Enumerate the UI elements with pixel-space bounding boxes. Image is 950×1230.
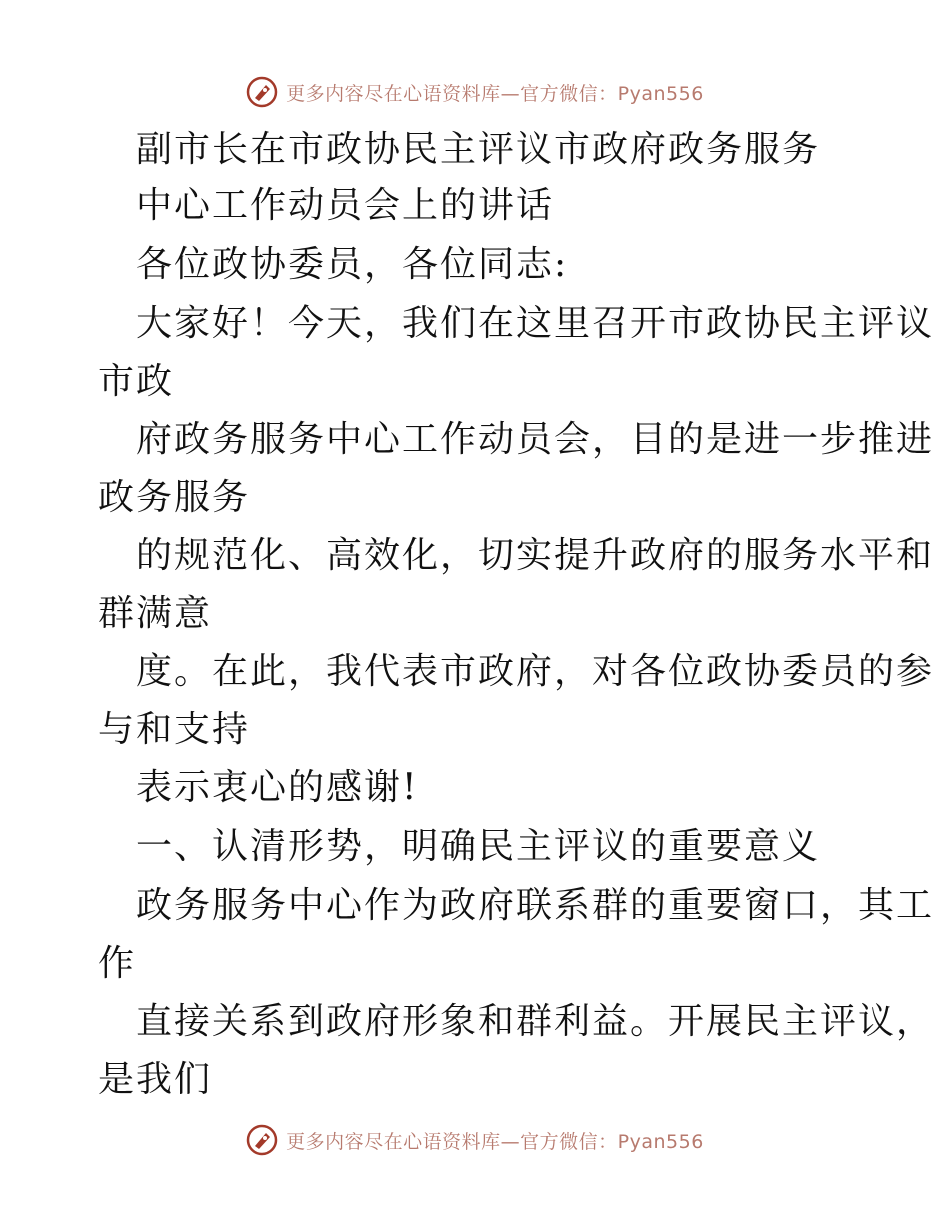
header-banner-text: 更多内容尽在心语资料库—官方微信：Pyan556 <box>286 82 704 105</box>
paragraph-line: 与和支持 <box>98 709 251 750</box>
paragraph-line: 直接关系到政府形象和群利益。开展民主评议， <box>136 1001 935 1042</box>
paragraph-line: 群满意 <box>98 593 213 634</box>
salutation: 各位政协委员，各位同志: <box>136 244 569 285</box>
paragraph-line: 的规范化、高效化，切实提升政府的服务水平和 <box>136 535 935 576</box>
footer-banner-text: 更多内容尽在心语资料库—官方微信：Pyan556 <box>286 1130 704 1153</box>
footer-banner <box>0 1120 950 1160</box>
pen-nib-logo-icon <box>246 76 278 108</box>
header-banner <box>0 72 950 112</box>
paragraph-line: 表示衷心的感谢! <box>136 767 419 808</box>
paragraph-line: 度。在此，我代表市政府，对各位政协委员的参 <box>136 651 935 692</box>
paragraph-line: 府政务服务中心工作动员会，目的是进一步推进 <box>136 419 935 460</box>
paragraph-line: 市政 <box>98 361 175 402</box>
paragraph-line: 是我们 <box>98 1059 213 1100</box>
pen-nib-logo-icon <box>246 1124 278 1156</box>
paragraph-line: 政务服务 <box>98 477 251 518</box>
paragraph-line: 大家好！今天，我们在这里召开市政协民主评议 <box>136 303 935 344</box>
title-line-2: 中心工作动员会上的讲话 <box>136 185 555 226</box>
paragraph-line: 政务服务中心作为政府联系群的重要窗口，其工 <box>136 885 935 926</box>
paragraph-line: 作 <box>98 943 137 984</box>
section-heading: 一、认清形势，明确民主评议的重要意义 <box>136 826 821 867</box>
title-line-1: 副市长在市政协民主评议市政府政务服务 <box>136 129 821 170</box>
